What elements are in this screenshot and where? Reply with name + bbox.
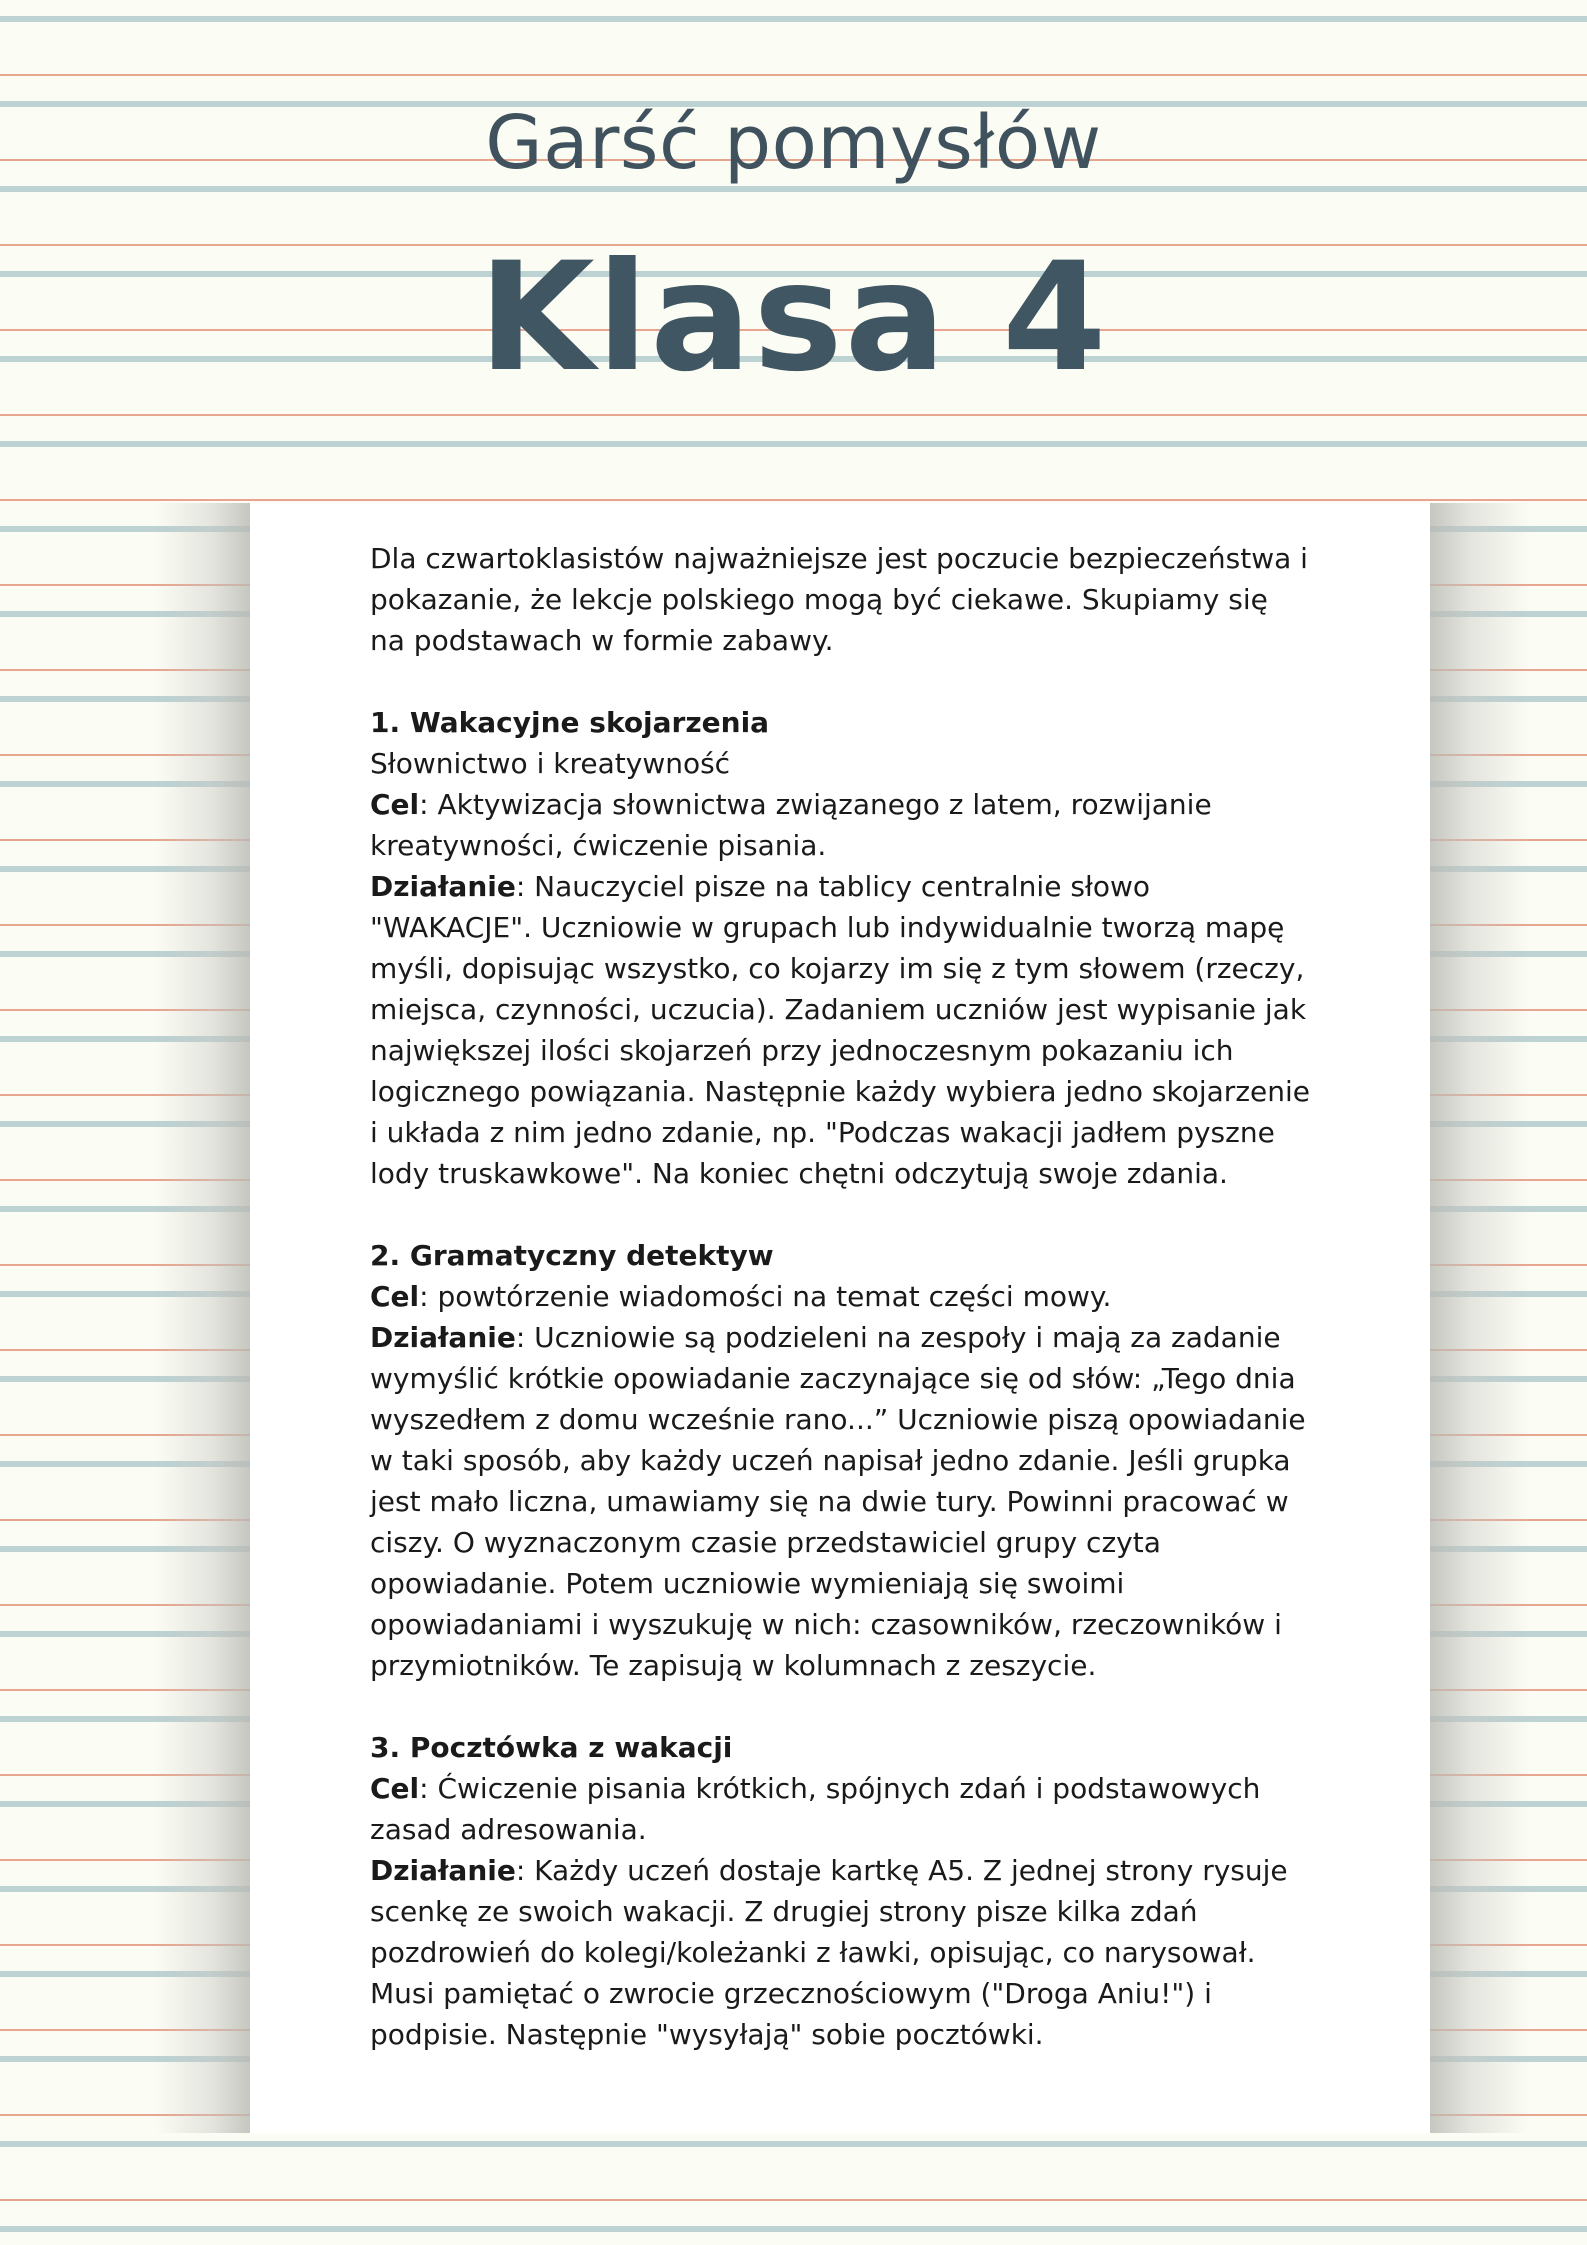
goal-label: Cel [370,788,420,821]
section-action [370,1850,1310,2055]
section-heading: 2. Gramatyczny detektyw [370,1239,774,1272]
goal-label: Cel [370,1772,420,1805]
spacer [370,1194,1310,1235]
goal-label: Cel [370,1280,420,1313]
section-heading: 3. Pocztówka z wakacji [370,1731,733,1764]
paper-shadow-left [155,503,250,2133]
section-1 [370,702,1310,1194]
section-action [370,1317,1310,1686]
section-heading: 1. Wakacyjne skojarzenia [370,706,770,739]
section-action [370,866,1310,1194]
page-subtitle: Klasa 4 [478,231,1109,405]
document-body [370,538,1310,2055]
action-label: Działanie [370,870,516,903]
goal-text: : Ćwiczenie pisania krótkich, spójnych zdań i podstawowych zasad adresowania. [370,1772,1261,1846]
section-3 [370,1727,1310,2055]
section-goal [370,1276,1310,1317]
spacer [370,661,1310,702]
action-text: : Każdy uczeń dostaje kartkę A5. Z jednej strony rysuje scenkę ze swoich wakacji. Z drugiej strony pisze kilka zdań pozdrowień do kolegi/koleżanki z ławki, opisując, co narysował. Musi pamiętać o zwrocie grzecznościowym ("Droga Aniu!") i podpisie. Następnie "wysyłają" sobie pocztówki. [370,1854,1288,2051]
action-label: Działanie [370,1321,516,1354]
spacer [370,1686,1310,1727]
action-text: : Nauczyciel pisze na tablicy centralnie słowo "WAKACJE". Uczniowie w grupach lub indywidualnie tworzą mapę myśli, dopisując wszystko, co kojarzy im się z tym słowem (rzeczy, miejsca, czynności, uczucia). Zadaniem uczniów jest wypisanie jak największej ilości skojarzeń przy jednoczesnym pokazaniu ich logicznego powiązania. Następnie każdy wybiera jedno skojarzenie i układa z nim jedno zdanie, np. "Podczas wakacji jadłem pyszne lody truskawkowe". Na koniec chętni odczytują swoje zdania. [370,870,1310,1190]
section-goal [370,1768,1310,1850]
section-2 [370,1235,1310,1686]
goal-text: : powtórzenie wiadomości na temat części mowy. [419,1280,1112,1313]
action-label: Działanie [370,1854,516,1887]
page-title: Garść pomysłów [485,100,1102,186]
section-goal [370,784,1310,866]
intro-paragraph: Dla czwartoklasistów najważniejsze jest poczucie bezpieczeństwa i pokazanie, że lekcje polskiego mogą być ciekawe. Skupiamy się na podstawach w formie zabawy. [370,542,1308,657]
paper-shadow-right [1430,503,1530,2133]
goal-text: : Aktywizacja słownictwa związanego z latem, rozwijanie kreatywności, ćwiczenie pisania. [370,788,1212,862]
action-text: : Uczniowie są podzieleni na zespoły i mają za zadanie wymyślić krótkie opowiadanie zaczynające się od słów: „Tego dnia wyszedłem z domu wcześnie rano...” Uczniowie piszą opowiadanie w taki sposób, aby każdy uczeń napisał jedno zdanie. Jeśli grupka jest mało liczna, umawiamy się na dwie tury. Powinni pracować w ciszy. O wyznaczonym czasie przedstawiciel grupy czyta opowiadanie. Potem uczniowie wymieniają się swoimi opowiadaniami i wyszukuję w nich: czasowników, rzeczowników i przymiotników. Te zapisują w kolumnach z zeszycie. [370,1321,1306,1682]
section-subheading: Słownictwo i kreatywność [370,747,731,780]
